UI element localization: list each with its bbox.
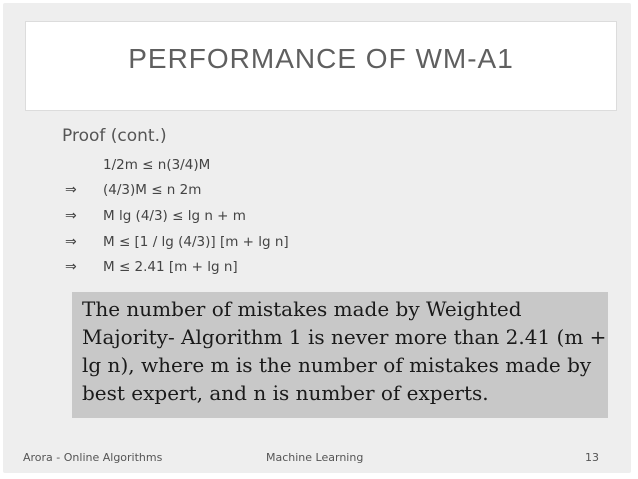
step-expression: (4/3)M ≤ n 2m (103, 182, 202, 198)
implies-arrow-icon: ⇒ (65, 259, 77, 275)
step-expression: M lg (4/3) ≤ lg n + m (103, 208, 246, 224)
implies-arrow-icon: ⇒ (65, 182, 77, 198)
implies-arrow-icon: ⇒ (65, 208, 77, 224)
proof-step (65, 256, 545, 278)
page-number: 13 (585, 451, 599, 464)
title-box (25, 21, 617, 111)
step-expression: M ≤ 2.41 [m + lg n] (103, 259, 238, 275)
step-expression: M ≤ [1 / lg (4/3)] [m + lg n] (103, 234, 289, 250)
proof-step (65, 154, 545, 176)
implies-arrow-icon: ⇒ (65, 234, 77, 250)
proof-step (65, 231, 545, 253)
proof-step (65, 205, 545, 227)
proof-subtitle: Proof (cont.) (62, 126, 167, 146)
footer-author: Arora - Online Algorithms (23, 451, 163, 464)
footer-course: Machine Learning (266, 451, 364, 464)
slide-title: PERFORMANCE OF WM-A1 (128, 43, 514, 74)
step-expression: 1/2m ≤ n(3/4)M (103, 157, 211, 173)
proof-step (65, 179, 545, 201)
conclusion-callout: The number of mistakes made by Weighted Majority- Algorithm 1 is never more than 2.41 (m + lg n), where m is the number of mistakes made by best expert, and n is number of experts. (72, 292, 608, 418)
